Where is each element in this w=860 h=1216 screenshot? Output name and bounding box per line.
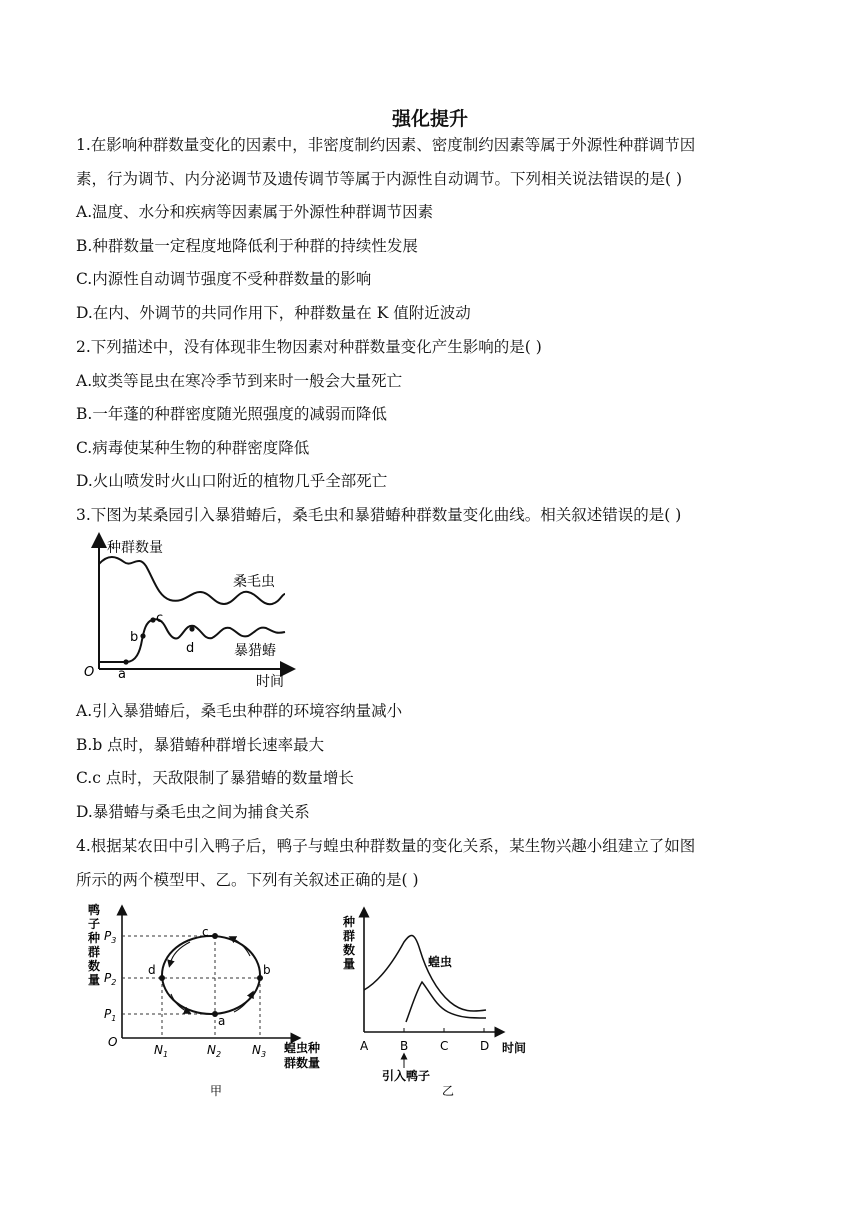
- q4-jia-y-label: [87, 902, 100, 987]
- q3-point-c: [150, 617, 155, 622]
- q1-stem-line2: 素，行为调节、内分泌调节及遗传调节等属于内源性自动调节。下列相关说法错误的是( ): [76, 170, 683, 188]
- q3-option-a: A.引入暴猎蝽后，桑毛虫种群的环境容纳量减小: [76, 702, 403, 720]
- q4-jia-tick-n2: $N_2$: [207, 1043, 222, 1059]
- svg-text:群: 群: [88, 945, 101, 959]
- svg-text:量: 量: [343, 957, 356, 971]
- q4-yi-locust-curve: [364, 935, 486, 1011]
- q3-point-d-label: d: [186, 641, 195, 656]
- svg-text:群: 群: [343, 929, 356, 943]
- q4-figure-yi: [338, 908, 538, 1100]
- q3-option-b: B.b 点时，暴猎蝽种群增长速率最大: [76, 736, 325, 754]
- q4-yi-tick-c: C: [440, 1039, 449, 1053]
- q4-stem-line1: 4.根据某农田中引入鸭子后，鸭子与蝗虫种群数量的变化关系，某生物兴趣小组建立了如图: [76, 837, 696, 855]
- q3-series1-label: 桑毛虫: [233, 574, 275, 590]
- q4-figure-jia: [82, 900, 332, 1100]
- q4-jia-tick-n3: $N_3$: [252, 1043, 267, 1059]
- svg-text:鸭: 鸭: [88, 903, 101, 917]
- q4-yi-duck-curve: [406, 982, 486, 1022]
- q2-stem: 2.下列描述中，没有体现非生物因素对种群数量变化产生影响的是( ): [76, 338, 542, 356]
- q4-jia-x-label: [284, 1040, 320, 1070]
- q4-jia-point-d: [159, 975, 165, 981]
- q4-yi-tick-a: A: [360, 1039, 369, 1053]
- q2-option-d: D.火山喷发时火山口附近的植物几乎全部死亡: [76, 472, 388, 490]
- q3-option-c: C.c 点时，天敌限制了暴猎蝽的数量增长: [76, 769, 354, 787]
- svg-text:种: 种: [343, 915, 356, 929]
- svg-text:群数量: 群数量: [284, 1056, 321, 1070]
- q1-option-c: C.内源性自动调节强度不受种群数量的影响: [76, 270, 372, 288]
- q1-option-d: D.在内、外调节的共同作用下，种群数量在 K 值附近波动: [76, 304, 471, 322]
- page-title: 强化提升: [391, 108, 468, 130]
- q4-yi-y-label: [342, 914, 355, 971]
- q3-population-figure: [80, 534, 300, 694]
- q3-x-label: 时间: [256, 674, 284, 690]
- q4-jia-point-c-label: c: [202, 925, 209, 939]
- svg-text:量: 量: [88, 973, 101, 987]
- q4-yi-tick-d: D: [480, 1039, 490, 1053]
- svg-text:种: 种: [88, 931, 101, 945]
- q3-origin-label: O: [84, 665, 95, 680]
- svg-text:子: 子: [88, 917, 101, 931]
- svg-text:数: 数: [343, 943, 356, 957]
- q4-jia-caption: 甲: [210, 1084, 223, 1098]
- q1-option-b: B.种群数量一定程度地降低利于种群的持续性发展: [76, 237, 418, 255]
- q4-yi-annotation: 引入鸭子: [382, 1069, 431, 1083]
- q3-stem: 3.下图为某桑园引入暴猎蝽后，桑毛虫和暴猎蝽种群数量变化曲线。相关叙述错误的是( ): [76, 506, 682, 524]
- q2-option-a: A.蚊类等昆虫在寒冷季节到来时一般会大量死亡: [76, 372, 403, 390]
- svg-text:数: 数: [88, 959, 101, 973]
- q4-yi-x-label: 时间: [502, 1041, 527, 1055]
- q4-yi-tick-b: B: [400, 1039, 409, 1053]
- q3-point-a: [123, 659, 128, 664]
- q2-option-c: C.病毒使某种生物的种群密度降低: [76, 439, 310, 457]
- q4-jia-cycle-arrows: [170, 938, 252, 1012]
- q1-stem-line1: 1.在影响种群数量变化的因素中，非密度制约因素、密度制约因素等属于外源性种群调节因: [76, 136, 696, 154]
- q1-option-a: A.温度、水分和疾病等因素属于外源性种群调节因素: [76, 203, 434, 221]
- q3-point-b-label: b: [130, 630, 139, 645]
- q4-jia-origin: O: [108, 1035, 118, 1049]
- q3-point-d: [189, 626, 194, 631]
- q4-yi-caption: 乙: [442, 1084, 455, 1098]
- q4-jia-tick-p1: $P_1$: [104, 1007, 117, 1023]
- q4-jia-point-c: [212, 933, 218, 939]
- q3-point-b: [140, 633, 145, 638]
- q4-jia-point-d-label: d: [148, 963, 156, 977]
- q4-jia-tick-p3: $P_3$: [104, 929, 117, 945]
- q2-option-b: B.一年蓬的种群密度随光照强度的减弱而降低: [76, 405, 387, 423]
- q4-jia-tick-n1: $N_1$: [154, 1043, 169, 1059]
- q3-y-label: 种群数量: [107, 540, 163, 556]
- svg-text:蝗虫种: 蝗虫种: [284, 1041, 321, 1055]
- q3-option-d: D.暴猎蝽与桑毛虫之间为捕食关系: [76, 803, 310, 821]
- q4-jia-guide-lines: [122, 936, 260, 1038]
- q4-jia-cycle-ellipse: [162, 936, 260, 1014]
- q3-point-a-label: a: [118, 667, 126, 682]
- q3-series2-label: 暴猎蝽: [234, 643, 276, 659]
- q4-jia-tick-p2: $P_2$: [104, 971, 117, 987]
- q4-stem-line2: 所示的两个模型甲、乙。下列有关叙述正确的是( ): [76, 871, 419, 889]
- q3-point-c-label: c: [156, 611, 164, 626]
- q4-yi-series-label: 蝗虫: [428, 955, 453, 969]
- q4-jia-point-a-label: a: [218, 1014, 226, 1028]
- q4-jia-point-b-label: b: [263, 963, 271, 977]
